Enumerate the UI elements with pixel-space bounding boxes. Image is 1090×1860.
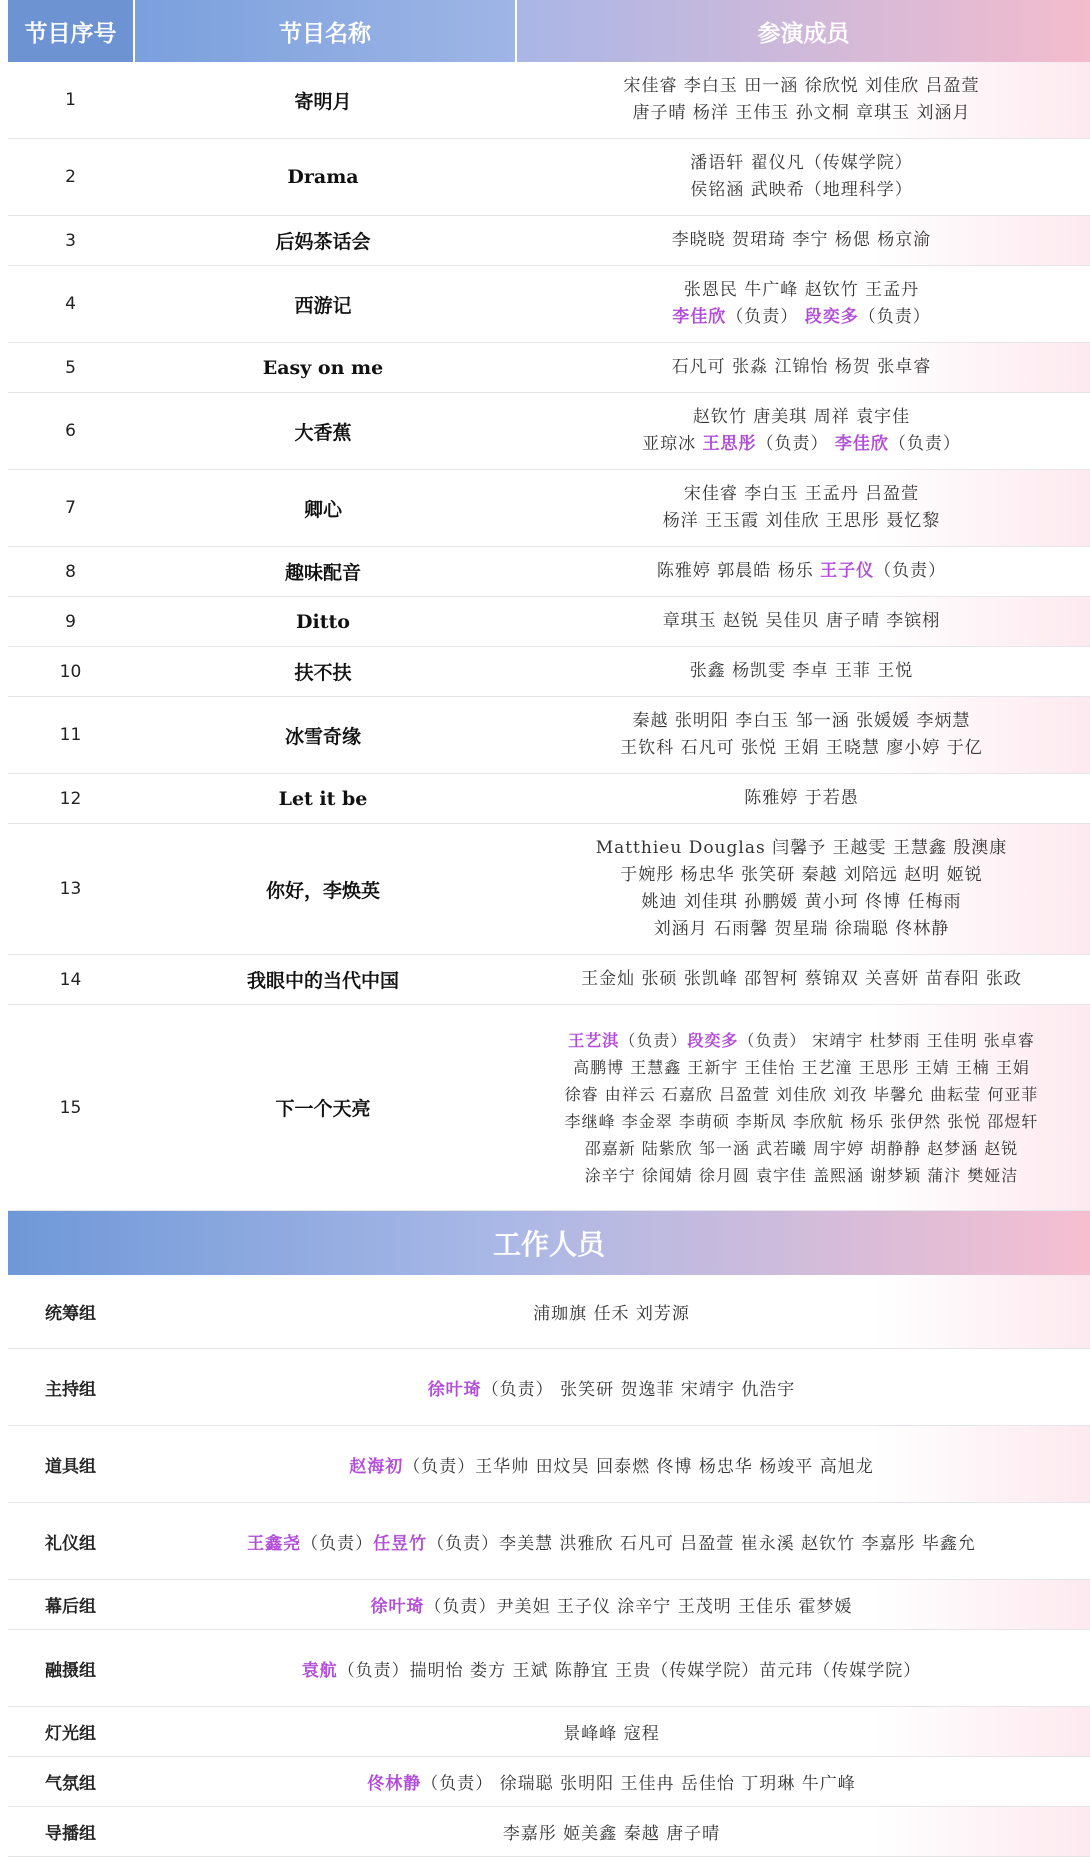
header-program-number: 节目序号: [8, 0, 133, 62]
program-name: 卿心: [303, 498, 342, 521]
cast-line: [565, 1081, 1039, 1108]
member-text: （负责）李美慧 洪雅欣 石凡可 吕盈萱 崔永溪 赵钦竹 李嘉彤 毕鑫允: [427, 1533, 976, 1554]
program-row: [8, 597, 1090, 647]
cast-cell: [513, 139, 1090, 215]
staff-row: [8, 1426, 1090, 1503]
staff-row: [8, 1757, 1090, 1807]
member-text: 王金灿 张硕 张凯峰 邵智柯 蔡锦双 关喜妍 苗春阳 张政: [581, 969, 1022, 989]
staff-group-name: 礼仪组: [45, 1533, 96, 1554]
member-text: （负责）: [874, 561, 947, 581]
staff-members: [133, 1503, 1090, 1579]
lead-name: 王鑫尧: [247, 1533, 302, 1554]
lead-name: 王子仪: [820, 561, 875, 581]
staff-members: [133, 1707, 1090, 1756]
lead-name: 徐叶琦: [427, 1379, 482, 1400]
cast-line: [585, 1135, 1019, 1162]
header-program-name: 节目名称: [133, 0, 515, 62]
member-text: （负责） 宋靖宇 杜梦雨 王佳明 张卓睿: [738, 1030, 1035, 1050]
staff-list: [8, 1275, 1090, 1857]
cast-cell: [513, 547, 1090, 596]
cast-cell: [513, 824, 1090, 954]
member-text: （负责）: [858, 307, 931, 327]
lead-name: 段奕多: [687, 1030, 739, 1050]
member-text: 秦越 张明阳 李白玉 邹一涵 张媛媛 李炳慧: [632, 711, 971, 731]
member-text: 于婉彤 杨忠华 张笑研 秦越 刘陪远 赵明 姬锐: [620, 865, 983, 885]
cast-cell: [513, 1005, 1090, 1210]
lead-name: 袁航: [301, 1660, 338, 1681]
staff-row: [8, 1580, 1090, 1630]
member-text: 潘语轩 翟仪凡（传媒学院）: [690, 153, 913, 173]
cast-line: [581, 966, 1022, 993]
program-name: Drama: [287, 166, 359, 188]
staff-row: [8, 1630, 1090, 1707]
program-name: 西游记: [294, 294, 352, 317]
program-number: 3: [65, 230, 76, 251]
cast-line: [744, 785, 858, 812]
program-row: [8, 647, 1090, 697]
lead-name: 王艺淇: [568, 1030, 620, 1050]
member-text: 张鑫 杨凯雯 李卓 王菲 王悦: [689, 661, 914, 681]
program-number: 11: [59, 725, 82, 745]
staff-members: [133, 1807, 1090, 1856]
member-text: 唐子晴 杨洋 王伟玉 孙文桐 章琪玉 刘涵月: [632, 103, 971, 123]
program-number: 2: [65, 167, 76, 187]
staff-row: [8, 1707, 1090, 1757]
staff-group-name: 导播组: [45, 1824, 96, 1844]
program-number: 5: [65, 357, 76, 378]
program-row: [8, 547, 1090, 597]
program-number: 7: [65, 498, 76, 518]
program-number: 14: [59, 969, 82, 990]
member-text: 亚琼冰: [642, 434, 703, 454]
cast-line: [672, 304, 930, 331]
cast-cell: [513, 647, 1090, 696]
cast-cell: [513, 393, 1090, 469]
cast-line: [620, 735, 982, 762]
program-number: 8: [65, 561, 76, 582]
program-number: 12: [59, 788, 82, 809]
staff-members: [133, 1275, 1090, 1348]
program-row: [8, 266, 1090, 343]
member-text: （负责）: [301, 1533, 374, 1554]
member-text: 李继峰 李金翠 李萌硕 李斯凤 李欣航 杨乐 张伊然 张悦 邵煜轩: [564, 1111, 1039, 1131]
lead-name: 任昱竹: [373, 1533, 428, 1554]
member-text: 徐睿 由祥云 石嘉欣 吕盈萱 刘佳欣 刘孜 毕馨允 曲耘莹 何亚菲: [564, 1084, 1039, 1104]
program-row: [8, 62, 1090, 139]
staff-group-name: 融摄组: [45, 1660, 96, 1681]
member-text: （负责）王华帅 田炆昊 回泰燃 佟博 杨忠华 杨竣平 高旭龙: [403, 1456, 874, 1477]
program-row: [8, 139, 1090, 216]
member-text: （负责） 徐瑞聪 张明阳 王佳冉 岳佳怡 丁玥琳 牛广峰: [421, 1774, 856, 1794]
cast-line: [596, 835, 1008, 862]
program-number: 13: [59, 879, 82, 899]
program-name: 寄明月: [294, 90, 352, 113]
program-name: 下一个天亮: [275, 1098, 371, 1120]
member-text: 浦珈旗 任禾 刘芳源: [533, 1304, 690, 1324]
member-text: 张恩民 牛广峰 赵钦竹 王孟丹: [683, 280, 920, 300]
program-row: [8, 1005, 1090, 1211]
program-sheet: [8, 0, 1090, 1857]
lead-name: 段奕多: [804, 307, 859, 327]
cast-cell: [513, 343, 1090, 392]
cast-line: [672, 354, 932, 381]
member-text: 高鹏博 王慧鑫 王新宇 王佳怡 王艺潼 王思彤 王婧 王楠 王娟: [573, 1057, 1030, 1077]
member-text: 宋佳睿 李白玉 田一涵 徐欣悦 刘佳欣 吕盈萱: [623, 76, 980, 96]
program-name: 你好，李焕英: [265, 879, 380, 902]
member-text: （负责）: [756, 434, 835, 454]
program-row: [8, 216, 1090, 266]
cast-line: [663, 608, 941, 635]
cast-cell: [513, 216, 1090, 265]
program-row: [8, 343, 1090, 393]
staff-group-name: 道具组: [45, 1456, 96, 1477]
staff-row: [8, 1275, 1090, 1349]
program-row: [8, 955, 1090, 1005]
member-text: （负责）尹美妲 王子仪 涂辛宁 王茂明 王佳乐 霍梦媛: [424, 1597, 853, 1617]
staff-section-title: 工作人员: [8, 1211, 1090, 1275]
staff-members: [133, 1580, 1090, 1629]
member-text: 陈雅婷 于若愚: [744, 788, 859, 808]
member-text: 景峰峰 寇程: [563, 1724, 660, 1744]
cast-line: [693, 404, 910, 431]
member-text: 侯铭涵 武映希（地理科学）: [690, 180, 913, 200]
program-number: 15: [59, 1097, 82, 1118]
member-text: 石凡可 张淼 江锦怡 杨贺 张卓睿: [671, 357, 932, 377]
member-text: 宋佳睿 李白玉 王孟丹 吕盈萱: [683, 484, 920, 504]
member-text: （负责） 张笑研 贺逸菲 宋靖宇 仇浩宇: [481, 1379, 796, 1400]
cast-line: [684, 481, 919, 508]
program-name: Let it be: [278, 787, 368, 810]
member-text: 姚迪 刘佳琪 孙鹏媛 黄小珂 佟博 任梅雨: [641, 892, 962, 912]
staff-group-name: 灯光组: [45, 1724, 96, 1744]
program-name: 后妈茶话会: [275, 231, 371, 253]
staff-members: [133, 1426, 1090, 1502]
cast-line: [684, 277, 919, 304]
cast-cell: [513, 955, 1090, 1004]
program-name: 大香蕉: [294, 421, 352, 444]
lead-name: 佟林静: [367, 1774, 422, 1794]
program-row: [8, 697, 1090, 774]
cast-line: [573, 1054, 1030, 1081]
staff-group-name: 主持组: [45, 1379, 96, 1400]
member-text: 杨洋 王玉霞 刘佳欣 王思彤 聂忆黎: [662, 511, 941, 531]
cast-line: [654, 916, 950, 943]
program-row: [8, 824, 1090, 955]
member-text: Matthieu Douglas 闫馨予 王越雯 王慧鑫 殷澳康: [595, 838, 1008, 858]
staff-group-name: 统筹组: [45, 1304, 96, 1324]
cast-line: [620, 862, 982, 889]
member-text: 陈雅婷 郭晨皓 杨乐: [656, 561, 821, 581]
cast-line: [690, 177, 912, 204]
staff-members: [133, 1349, 1090, 1425]
member-text: （负责）: [619, 1030, 688, 1050]
member-text: （负责）: [888, 434, 961, 454]
lead-name: 王思彤: [702, 434, 757, 454]
cast-cell: [513, 597, 1090, 646]
member-text: 赵钦竹 唐美琪 周祥 袁宇佳: [692, 407, 911, 427]
cast-cell: [513, 470, 1090, 546]
staff-group-name: 气氛组: [45, 1774, 96, 1794]
cast-cell: [513, 774, 1090, 823]
program-number: 9: [65, 611, 76, 632]
staff-row: [8, 1349, 1090, 1426]
member-text: 涂辛宁 徐闻婧 徐月圆 袁宇佳 盖熙涵 谢梦颖 蒲汴 樊娅洁: [584, 1165, 1019, 1185]
staff-row: [8, 1807, 1090, 1857]
cast-cell: [513, 697, 1090, 773]
member-text: （负责）: [726, 307, 805, 327]
cast-line: [641, 889, 961, 916]
cast-line: [657, 558, 946, 585]
member-text: （负责）揣明怡 娄方 王斌 陈静宜 王贵（传媒学院）苗元玮（传媒学院）: [337, 1660, 922, 1681]
program-number: 4: [65, 294, 76, 314]
program-row: [8, 393, 1090, 470]
program-number: 6: [65, 421, 76, 441]
program-number: 1: [65, 90, 76, 110]
member-text: 王钦科 石凡可 张悦 王娟 王晓慧 廖小婷 于亿: [620, 738, 983, 758]
program-name: Ditto: [296, 610, 350, 633]
member-text: 李晓晓 贺珺琦 李宁 杨偲 杨京渝: [671, 230, 932, 250]
lead-name: 徐叶琦: [370, 1597, 425, 1617]
program-name: 冰雪奇缘: [284, 725, 361, 748]
program-name: 趣味配音: [284, 562, 361, 584]
cast-line: [690, 150, 912, 177]
cast-line: [672, 227, 932, 254]
member-text: 章琪玉 赵锐 吴佳贝 唐子晴 李镔栩: [662, 611, 941, 631]
cast-line: [632, 100, 970, 127]
staff-group-name: 幕后组: [45, 1597, 96, 1617]
lead-name: 李佳欣: [834, 434, 889, 454]
program-number: 10: [59, 661, 82, 682]
cast-line: [642, 431, 961, 458]
lead-name: 李佳欣: [672, 307, 727, 327]
cast-line: [632, 708, 970, 735]
program-name: 扶不扶: [294, 662, 352, 684]
program-name: 我眼中的当代中国: [246, 970, 399, 992]
header-cast: 参演成员: [515, 0, 1090, 62]
table-header: [8, 0, 1090, 62]
cast-cell: [513, 266, 1090, 342]
cast-line: [565, 1108, 1039, 1135]
member-text: 刘涵月 石雨馨 贺星瑞 徐瑞聪 佟林静: [653, 919, 950, 939]
cast-cell: [513, 62, 1090, 138]
program-name: Easy on me: [262, 356, 384, 379]
cast-line: [690, 658, 914, 685]
member-text: 邵嘉新 陆紫欣 邹一涵 武若曦 周宇婷 胡静静 赵梦涵 赵锐: [584, 1138, 1019, 1158]
cast-line: [663, 508, 941, 535]
staff-row: [8, 1503, 1090, 1580]
staff-members: [133, 1757, 1090, 1806]
lead-name: 赵海初: [349, 1456, 404, 1477]
cast-line: [568, 1027, 1034, 1054]
cast-line: [623, 73, 979, 100]
program-list: [8, 62, 1090, 1211]
program-row: [8, 774, 1090, 824]
staff-members: [133, 1630, 1090, 1706]
member-text: 李嘉彤 姬美鑫 秦越 唐子晴: [502, 1824, 721, 1844]
cast-line: [585, 1162, 1019, 1189]
program-row: [8, 470, 1090, 547]
